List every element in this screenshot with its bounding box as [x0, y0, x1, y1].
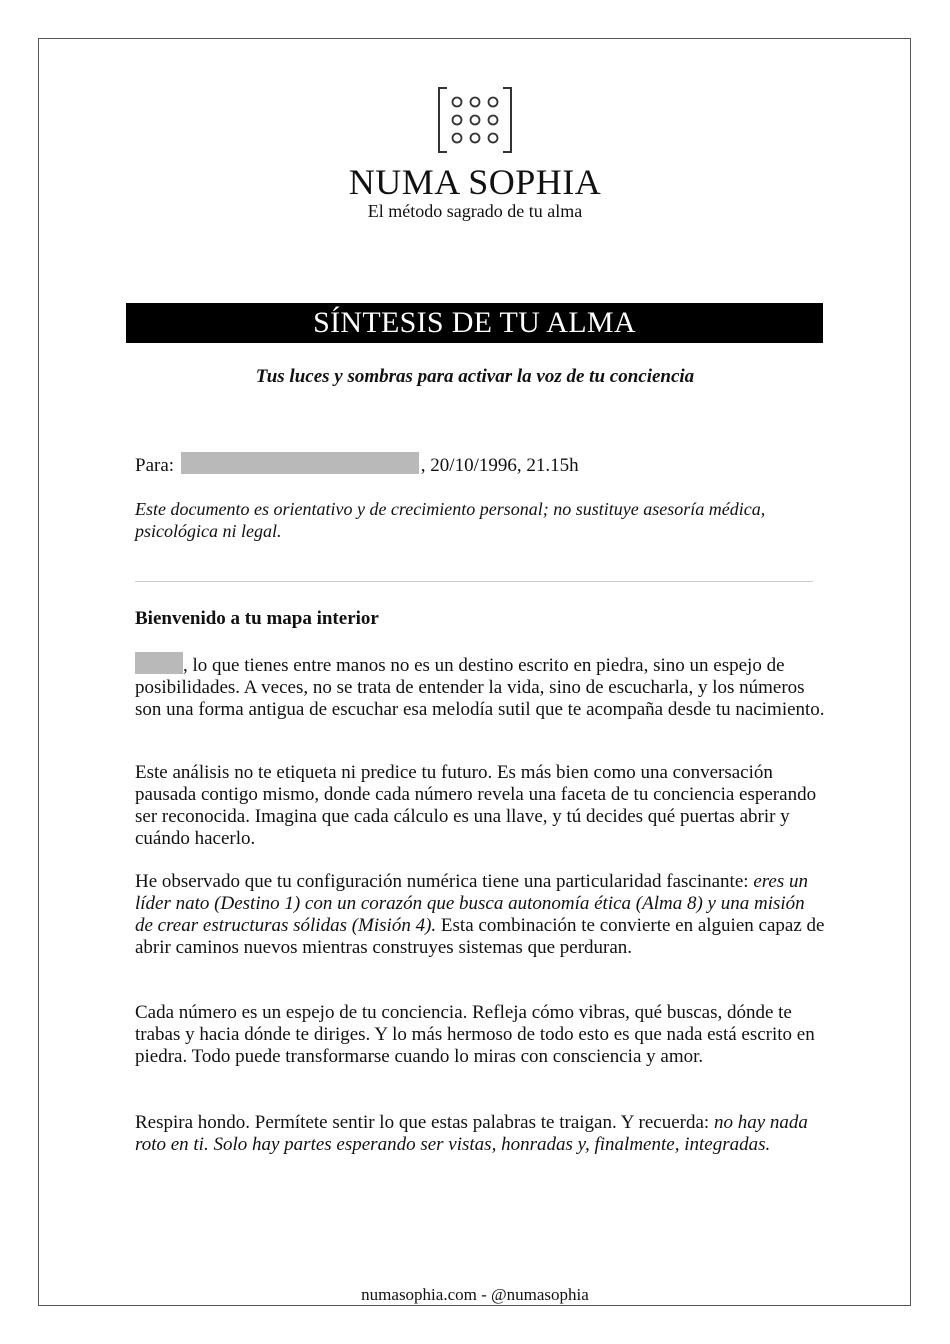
redacted-name	[181, 452, 419, 474]
paragraph-closing-highlight: no hay nada roto en ti. Solo hay partes esperando ser vistas, honradas y, finalmente, integradas.	[135, 1112, 808, 1155]
redacted-first-name	[135, 652, 183, 674]
section-heading: Bienvenido a tu mapa interior	[135, 608, 379, 629]
paragraph-welcome-text: , lo que tienes entre manos no es un destino escrito en piedra, sino un espejo de posibilidades. A veces, no se trata de entender la vida, sino de escucharla, y los números son una forma antigua de escuchar esa melodía sutil que te acompaña desde tu nacimiento.	[135, 655, 825, 720]
paragraph-closing-start: Respira hondo. Permítete sentir lo que estas palabras te traigan. Y recuerda:	[135, 1112, 714, 1133]
paragraph-configuration-highlight: eres un líder nato (Destino 1) con un corazón que busca autonomía ética (Alma 8) y una misión de crear estructuras sólidas (Misión 4).	[135, 871, 809, 936]
paragraph-configuration-end: Esta combinación te convierte en alguien capaz de abrir caminos nuevos mientras construyes sistemas que perduran.	[135, 915, 825, 958]
document-subtitle: Tus luces y sombras para activar la voz de tu conciencia	[255, 366, 695, 387]
recipient-label: Para:	[135, 455, 175, 476]
paragraph-analysis: Este análisis no te etiqueta ni predice tu futuro. Es más bien como una conversación pausada contigo mismo, donde cada número revela una faceta de tu conciencia esperando ser reconocida. Imagina que cada cálculo es una llave, y tú decides qué puertas abrir y cuándo hacerlo.	[135, 762, 817, 849]
brand-tagline: El método sagrado de tu alma	[367, 201, 583, 221]
bracketed-dot-grid-icon	[437, 86, 513, 154]
paragraph-configuration-start: He observado que tu configuración numérica tiene una particularidad fascinante:	[135, 871, 754, 892]
disclaimer: Este documento es orientativo y de crecimiento personal; no sustituye asesoría médica, psicológica ni legal.	[135, 499, 766, 541]
footer-links: numasophia.com - @numasophia	[361, 1285, 589, 1304]
recipient-line	[135, 452, 579, 479]
brand-logo	[0, 86, 950, 154]
paragraph-closing	[135, 1112, 825, 1156]
paragraph-configuration	[135, 871, 825, 959]
recipient-details: , 20/10/1996, 21.15h	[420, 455, 579, 476]
brand-name: NUMA SOPHIA	[348, 162, 602, 202]
paragraph-mirror: Cada número es un espejo de tu conciencia. Refleja cómo vibras, qué buscas, dónde te trabas y hacia dónde te diriges. Y lo más hermoso de todo esto es que nada está escrito en piedra. Todo puede transformarse cuando lo miras con consciencia y amor.	[135, 1002, 815, 1067]
divider	[135, 581, 813, 582]
document-title: SÍNTESIS DE TU ALMA	[126, 303, 823, 343]
paragraph-welcome	[135, 652, 825, 721]
